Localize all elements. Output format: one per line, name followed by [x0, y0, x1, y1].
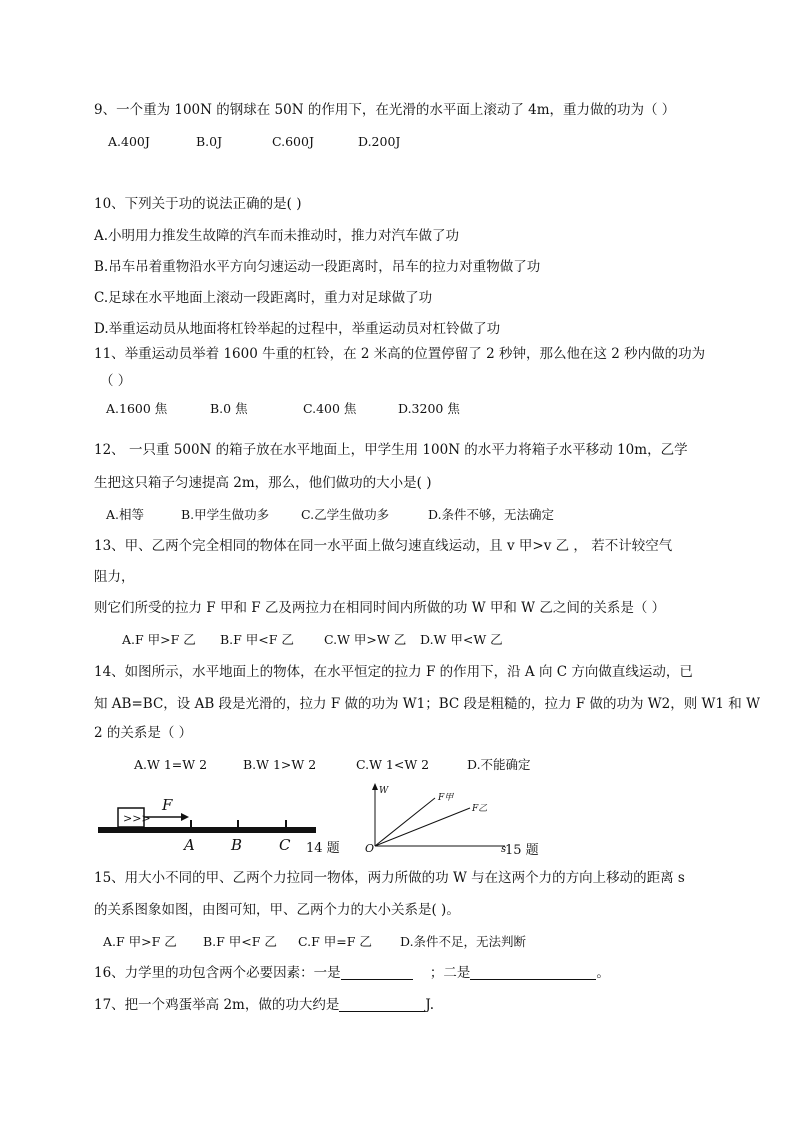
- q11-option-d: D.3200 焦: [398, 401, 460, 416]
- q12-option-a: A.相等: [106, 507, 145, 522]
- q15-text-line2: 的关系图象如图，由图可知，甲、乙两个力的大小关系是( )。: [94, 902, 460, 918]
- q15-option-d: D.条件不足，无法判断: [400, 934, 527, 949]
- force-arrow-head: [181, 813, 189, 821]
- line-f-yi: [375, 808, 470, 846]
- q9-option-a: A.400J: [108, 134, 150, 149]
- q9-option-b: B.0J: [196, 134, 223, 149]
- y-axis-label: W: [379, 786, 389, 796]
- q16-middle: ；二是: [429, 965, 471, 981]
- q15-option-b: B.F 甲<F 乙: [203, 934, 277, 949]
- line-f-yi-label: F乙: [472, 804, 488, 814]
- q15-option-a: A.F 甲>F 乙: [103, 934, 177, 949]
- q10-text: 10、下列关于功的说法正确的是( ): [94, 196, 302, 212]
- q17-line: [94, 996, 434, 1014]
- q11-option-c: C.400 焦: [303, 401, 357, 416]
- q17-suffix: J.: [425, 997, 435, 1013]
- q14-text-line1: 14、如图所示，水平地面上的物体，在水平恒定的拉力 F 的作用下，沿 A 向 C 方向做直线运动，已: [94, 664, 693, 680]
- q17-prefix: 17、把一个鸡蛋举高 2m，做的功大约是: [94, 997, 340, 1013]
- q13-option-a: A.F 甲>F 乙: [122, 632, 196, 647]
- point-c-label: C: [279, 836, 291, 854]
- q12-text-line1: 12、 一只重 500N 的箱子放在水平地面上，甲学生用 100N 的水平力将箱子水平移动 10m，乙学: [94, 442, 688, 458]
- q15-text-line1: 15、用大小不同的甲、乙两个力拉同一物体，两力所做的功 W 与在这两个力的方向上移动的距离 s: [94, 870, 685, 886]
- q12-option-b: B.甲学生做功多: [181, 507, 270, 522]
- q13-text-line2: 阻力，: [94, 569, 135, 585]
- figure-14-diagram: [96, 790, 346, 860]
- q12-option-d: D.条件不够，无法确定: [428, 507, 555, 522]
- q9-text: 9、一个重为 100N 的钢球在 50N 的作用下，在光滑的水平面上滚动了 4m，重力做的功为（ ）: [94, 102, 676, 118]
- figure-14-caption: 14 题: [306, 841, 340, 856]
- figure-15-caption: 15 题: [505, 843, 539, 858]
- q14-text-line3: 2 的关系是（ ）: [94, 725, 193, 741]
- q16-suffix: 。: [596, 965, 610, 981]
- line-f-jia: [375, 798, 435, 846]
- origin-label: O: [365, 842, 375, 855]
- q16-line: [94, 964, 610, 982]
- point-b-label: B: [231, 836, 243, 854]
- q16-blank-2[interactable]: [470, 965, 596, 980]
- q17-blank[interactable]: [339, 997, 425, 1012]
- q16-blank-1[interactable]: [341, 965, 413, 980]
- q14-option-c: C.W 1<W 2: [356, 757, 430, 772]
- line-f-jia-label: F甲: [438, 793, 454, 803]
- q13-option-c: C.W 甲>W 乙: [324, 632, 407, 647]
- q11-option-b: B.0 焦: [210, 401, 248, 416]
- force-label: F: [162, 796, 173, 814]
- figure-15-graph: [355, 778, 545, 858]
- q13-text-line1: 13、甲、乙两个完全相同的物体在同一水平面上做匀速直线运动，且 v 甲>v 乙 ， 若不计较空气: [94, 538, 673, 554]
- q12-text-line2: 生把这只箱子匀速提高 2m，那么，他们做功的大小是( ): [94, 475, 432, 491]
- q16-prefix: 16、力学里的功包含两个必要因素：一是: [94, 965, 341, 981]
- y-axis-arrow: [372, 783, 378, 790]
- q14-option-a: A.W 1=W 2: [134, 757, 208, 772]
- q13-option-d: D.W 甲<W 乙: [420, 632, 503, 647]
- q15-option-c: C.F 甲=F 乙: [298, 934, 372, 949]
- q14-text-line2: 知 AB=BC，设 AB 段是光滑的，拉力 F 做的功为 W1；BC 段是粗糙的，拉力 F 做的功为 W2，则 W1 和 W: [94, 696, 760, 712]
- q13-text-line3: 则它们所受的拉力 F 甲和 F 乙及两拉力在相同时间内所做的功 W 甲和 W 乙之间的关系是（ ）: [94, 600, 666, 616]
- q14-option-d: D.不能确定: [467, 757, 531, 772]
- q12-option-c: C.乙学生做功多: [301, 507, 390, 522]
- q10-option-a: A.小明用力推发生故障的汽车而未推动时，推力对汽车做了功: [94, 228, 460, 244]
- q9-option-c: C.600J: [272, 134, 314, 149]
- q10-option-d: D.举重运动员从地面将杠铃举起的过程中，举重运动员对杠铃做了功: [94, 321, 501, 337]
- block-hatching: >>>: [123, 812, 151, 825]
- point-a-label: A: [184, 836, 195, 854]
- x-axis-label: s: [501, 844, 507, 855]
- q14-option-b: B.W 1>W 2: [243, 757, 317, 772]
- q11-option-a: A.1600 焦: [106, 401, 168, 416]
- ground-surface: [98, 827, 316, 833]
- q13-option-b: B.F 甲<F 乙: [220, 632, 294, 647]
- q10-option-b: B.吊车吊着重物沿水平方向匀速运动一段距离时，吊车的拉力对重物做了功: [94, 259, 541, 275]
- q11-text-line1: 11、举重运动员举着 1600 牛重的杠铃，在 2 米高的位置停留了 2 秒钟，那么他在这 2 秒内做的功为: [94, 346, 706, 362]
- q11-text-line2: （ ）: [100, 373, 132, 389]
- q9-option-d: D.200J: [358, 134, 401, 149]
- q10-option-c: C.足球在水平地面上滚动一段距离时，重力对足球做了功: [94, 290, 433, 306]
